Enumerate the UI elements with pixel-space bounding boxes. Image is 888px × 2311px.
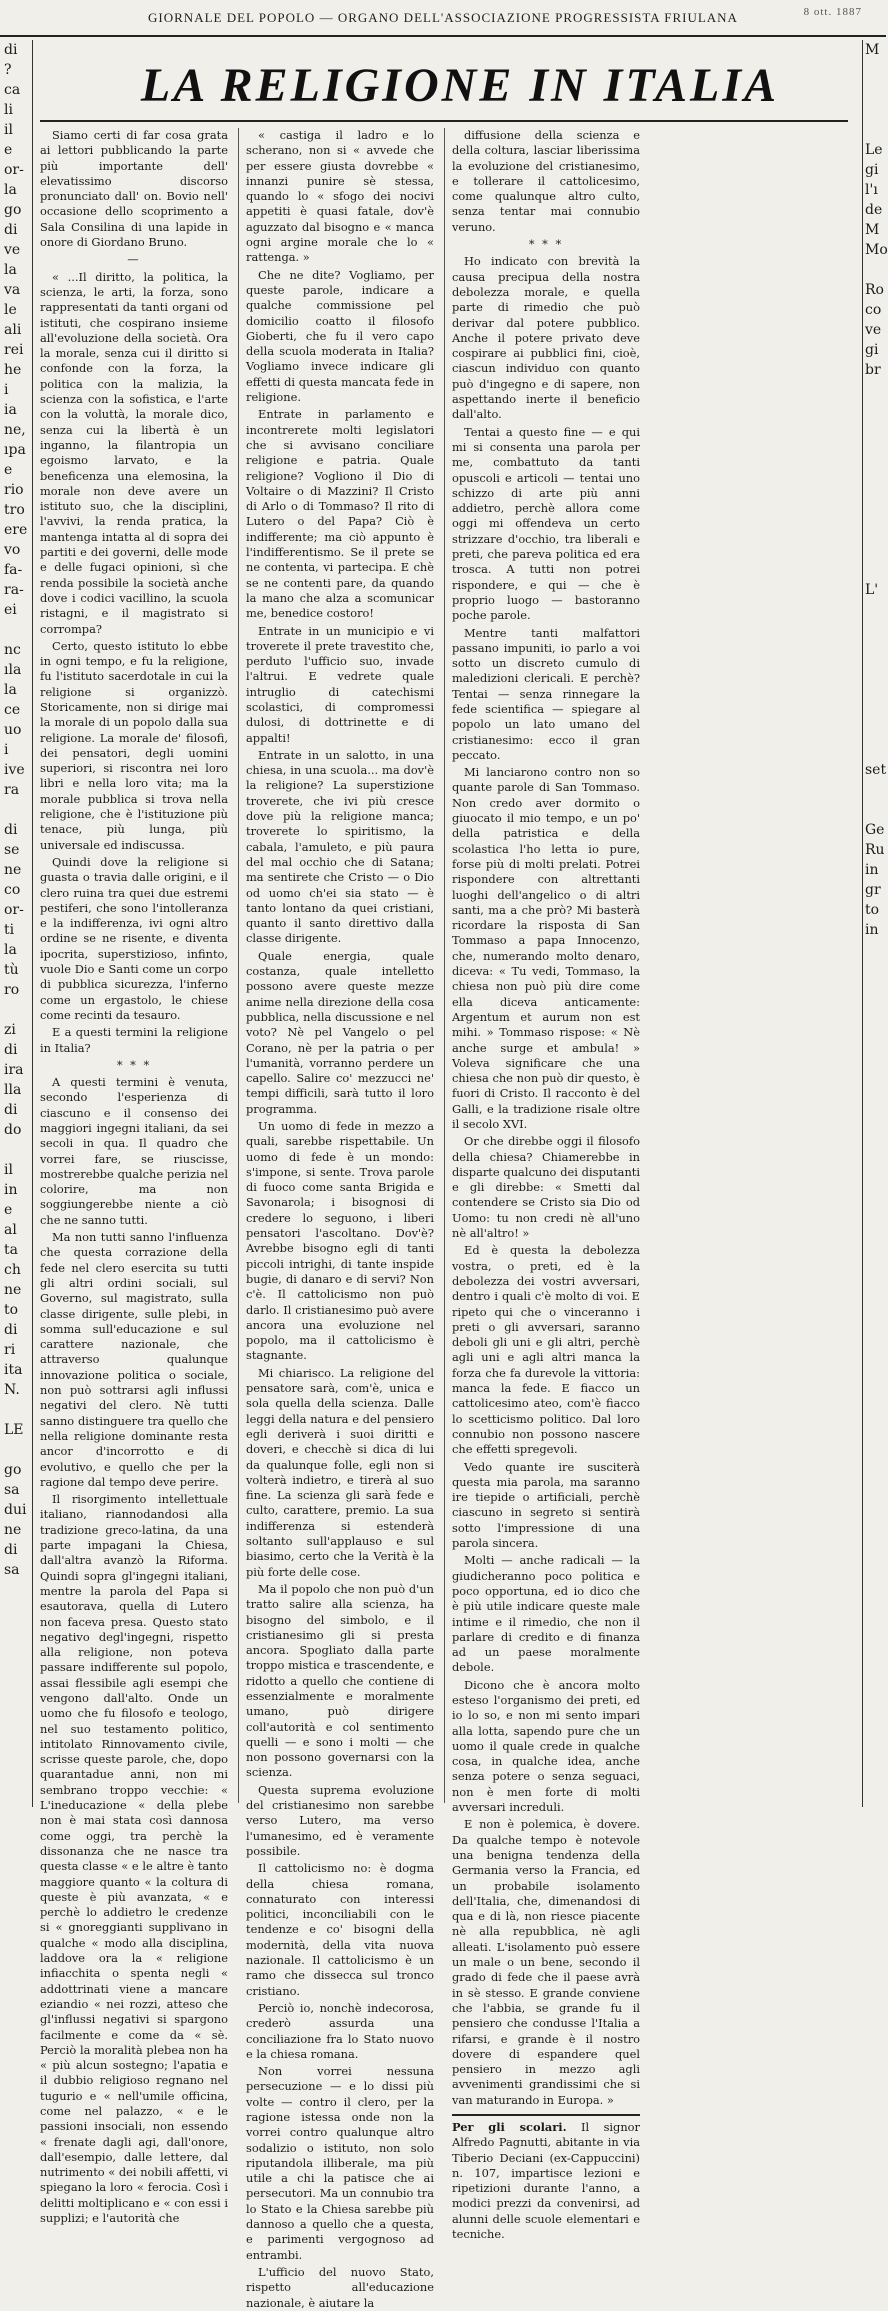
- right-gutter-fragment: [863, 940, 887, 960]
- right-gutter-fragment: [863, 560, 887, 580]
- left-gutter-fragment: la: [4, 682, 17, 698]
- article-paragraph: Entrate in un municipio e vi troverete il prete travestito che, perduto l'ufficio suo, invade l'altrui. E vedrete quale intruglio di catechismi scolastici, di compromessi dulosi, di dottrinette e di appalti!: [246, 623, 434, 745]
- left-gutter-fragment: or-: [4, 162, 24, 178]
- right-gutter-fragment: [863, 100, 887, 120]
- left-gutter-fragment: in: [4, 1182, 18, 1198]
- article-paragraph: Entrate in parlamento e incontrerete molti legislatori che si avvisano conciliare religione e patria. Quale religione? Vogliono il Dio di Voltaire o di Mazzini? Il Cristo di Arlo o di Tommaso? Il rito di Lutero o del Papa? Ciò è indifferente; ma ciò appunto è l'indifferentismo. Se il prete se ne contenta, vi partecipa. E chè se ne contenti pare, da quando la mano che alza a scomunicar me, benedice costoro!: [246, 407, 434, 621]
- running-head-title: GIORNALE DEL POPOLO — ORGANO DELL'ASSOCIAZIONE PROGRESSISTA FRIULANA: [148, 10, 738, 25]
- left-gutter-fragment: la: [4, 182, 17, 198]
- right-gutter-fragment: M: [865, 222, 880, 238]
- left-gutter-fragment: ei: [4, 602, 17, 618]
- right-gutter-fragment: [863, 1000, 887, 1020]
- right-gutter-fragment: [863, 1060, 887, 1080]
- article-paragraph: Quindi dove la religione si guasta o travia dalle origini, e il clero ruina tra quei due estremi pestiferi, che sono l'intolleranza e la indifferenza, ivi ogni altro ordine se ne risente, e diventa ipocrita, superstizioso, infinto, vuole Dio e Santi come un corpo di pubblica sicurezza, l'inferno come un ergastolo, le chiese come recinti da tesauro.: [40, 854, 228, 1022]
- left-gutter-fragment: to: [4, 1302, 19, 1318]
- right-gutter-fragment: [863, 1140, 887, 1160]
- left-gutter-fragment: ne: [4, 1282, 22, 1298]
- left-gutter-fragment: ta: [4, 1242, 18, 1258]
- right-gutter-fragment: [863, 1200, 887, 1220]
- column-divider: [238, 128, 239, 1803]
- left-gutter-fragment: ca: [4, 82, 21, 98]
- left-gutter-fragment: do: [4, 1122, 22, 1138]
- article-headline: LA RELIGIONE IN ITALIA: [140, 59, 780, 112]
- left-gutter-fragment: dui: [4, 1502, 27, 1518]
- right-gutter-fragment: [863, 740, 887, 760]
- article-paragraph: Un uomo di fede in mezzo a quali, sarebbe rispettabile. Un uomo di fede è un mondo: s'impone, si sente. Trova parole di fuoco come santa Brigida e Savonarola; i bisognosi di credere lo seguono, i liberi pensatori l'ascoltano. Dov'è? Avrebbe bisogno egli di tanti piccoli intrighi, di tante inspide bugie, di danaro e di servi? Non c'è. Il cattolicismo non può darlo. Il cristianesimo può avere ancora una evoluzione nel popolo, ma il cattolicismo è stagnante.: [246, 1119, 434, 1363]
- right-gutter-fragment: [863, 60, 887, 80]
- left-gutter-fragment: di: [4, 1042, 18, 1058]
- left-gutter-fragment: rio: [4, 482, 24, 498]
- article-paragraph: Mentre tanti malfattori passano impuniti, io parlo a voi sotto un discreto cumulo di maledizioni clericali. E perchè? Tentai — senza rinnegare la fede scientifica — spiegare al popolo un lato umano del cristianesimo: ecco il gran peccato.: [452, 625, 640, 762]
- right-gutter-fragment: M: [865, 42, 880, 58]
- article-paragraph: Siamo certi di far cosa grata ai lettori pubblicando la parte più importante dell' elevatissimo discorso pronunciato dall' on. Bovio nell' occasione dello scoprimento a Sala Consilina di una lapide in onore di Giordano Bruno.: [40, 128, 228, 250]
- right-gutter-fragment: [863, 1240, 887, 1260]
- right-gutter-fragment: [863, 720, 887, 740]
- right-gutter-fragment: [863, 1300, 887, 1320]
- section-separator: * * *: [116, 1057, 152, 1072]
- left-gutter-fragment: va: [4, 282, 21, 298]
- article-column-1: [40, 128, 228, 2226]
- article-paragraph: E a questi termini la religione in Italia?: [40, 1025, 228, 1055]
- left-gutter-fragment: ne: [4, 1522, 22, 1538]
- left-gutter-fragment: tro: [4, 502, 25, 518]
- article-paragraph: Ma non tutti sanno l'influenza che questa corrazione della fede nel clero esercita su tutti gli altri ordini sociali, sul Governo, sul magistrato, sulla classe dirigente, sulle plebi, in somma sull'educazione e sul carattere nazionale, che attraverso qualunque innovazione politica o sociale, non può sottrarsi agli influssi negativi del clero. Nè tutti sanno distinguere tra quello che nella religione dominante resta ancor d'incorrotto e di evolutivo, e quello che per la ragione dal tempo deve perire.: [40, 1230, 228, 1489]
- left-gutter-fragment: ti: [4, 922, 15, 938]
- article-paragraph: Ma il popolo che non può d'un tratto salire alla scienza, ha bisogno del simbolo, e il cristianesimo gli si presta ancora. Spogliato dalla parte troppo mistica e trascendente, e ridotto a quello che contiene di essenzialmente e moralmente umano, può dirigere coll'autorità e col sentimento quelli — e sono i molti — che non possono governarsi con la scienza.: [246, 1581, 434, 1780]
- right-gutter-fragment: [863, 780, 887, 800]
- right-gutter-fragment: [863, 400, 887, 420]
- article-paragraph: Quale energia, quale costanza, quale intelletto possono avere queste mezze anime nella direzione della cosa pubblica, nella discussione e nel voto? Nè pel Vangelo o pel Corano, nè per la patria o per l'umanità, vorranno perdere un capello. Salire co' mezzucci ne' tempi difficili, sarà tutto il loro programma.: [246, 948, 434, 1116]
- left-gutter-fragment: i: [4, 742, 9, 758]
- article-paragraph: Tentai a questo fine — e qui mi si consenta una parola per me, combattuto da tanti opuscoli e articoli — tentai uno schizzo di arte più anni addietro, perchè allora come oggi mi offendeva un certo strizzare d'occhio, tra liberali e preti, che pareva politica ed era trosca. A tutti non potrei rispondere, e qui — che è proprio luogo — bastoranno poche parole.: [452, 424, 640, 623]
- left-gutter-fragment: la: [4, 942, 17, 958]
- article-paragraph: Dicono che è ancora molto esteso l'organismo dei preti, ed io lo so, e non mi sento impari alla lotta, sapendo pure che un uomo il quale crede in qualche cosa, in qualche idea, anche senza potere o senza seguaci, non è men forte di molti avversari increduli.: [452, 1677, 640, 1815]
- right-gutter-fragment: Ro: [865, 282, 884, 298]
- left-gutter-fragment: rei: [4, 342, 24, 358]
- right-gutter-fragment: [863, 1280, 887, 1300]
- left-gutter-fragment: e: [4, 462, 13, 478]
- left-gutter-fragment: ne: [4, 862, 22, 878]
- article-paragraph: Entrate in un salotto, in una chiesa, in una scuola... ma dov'è la religione? La superstizione troverete, che ivi più cresce dove più la religione manca; troverete lo spiritismo, la cabala, l'amuleto, e più paura del mal occhio che di Satana; ma sentirete che Cristo — o Dio od uomo ch'ei sia stato — è tanto lontano da quei cristiani, quanto il santo direttivo dalla classe dirigente.: [246, 747, 434, 946]
- right-gutter-fragment: set: [865, 762, 887, 778]
- right-gutter-fragment: [863, 80, 887, 100]
- left-gutter-fragment: i: [4, 382, 9, 398]
- left-gutter-fragment: or-: [4, 902, 24, 918]
- right-gutter-fragment: ve: [865, 322, 882, 338]
- left-gutter-fragment: ıla: [4, 662, 22, 678]
- right-gutter-fragment: gi: [865, 162, 879, 178]
- right-gutter-fragment: [863, 1120, 887, 1140]
- left-gutter-fragment: nc: [4, 642, 21, 658]
- left-gutter-fragment: ra: [4, 782, 20, 798]
- right-gutter-fragment: [863, 480, 887, 500]
- right-gutter-fragment: in: [865, 862, 879, 878]
- left-gutter-fragment: ?: [4, 62, 12, 78]
- left-gutter-fragment: ıpa: [4, 442, 26, 458]
- left-gutter-fragment: ive: [4, 762, 25, 778]
- right-gutter-fragment: Ru: [865, 842, 885, 858]
- left-gutter-fragment: go: [4, 1462, 22, 1478]
- right-gutter-fragment: L': [865, 582, 879, 598]
- left-gutter-fragment: se: [4, 842, 20, 858]
- right-gutter-fragment: [863, 1340, 887, 1360]
- article-paragraph: Non vorrei nessuna persecuzione — e lo dissi più volte — contro il clero, per la ragione istessa onde non la vorrei contro qualunque altro sodalizio o istituto, non solo riputandola illiberale, ma più utile a chi la patisce che ai persecutori. Ma un connubio tra lo Stato e la Chiesa sarebbe più dannoso a quello che a questa, e parimenti vergognoso ad entrambi.: [246, 2064, 434, 2262]
- left-gutter-fragment: ve: [4, 242, 21, 258]
- left-gutter-fragment: [0, 1440, 32, 1460]
- right-gutter-fragment: [863, 600, 887, 620]
- right-gutter-fragment: [863, 460, 887, 480]
- left-gutter-column: [0, 40, 33, 1807]
- left-gutter-fragment: e: [4, 142, 13, 158]
- left-gutter-fragment: uo: [4, 722, 22, 738]
- right-gutter-fragment: [863, 800, 887, 820]
- left-gutter-fragment: he: [4, 362, 22, 378]
- left-gutter-fragment: di: [4, 222, 18, 238]
- left-gutter-fragment: ch: [4, 1262, 21, 1278]
- left-gutter-fragment: [0, 800, 32, 820]
- right-gutter-fragment: co: [865, 302, 882, 318]
- running-head: [0, 0, 886, 36]
- right-gutter-fragment: [863, 380, 887, 400]
- left-gutter-fragment: il: [4, 1162, 13, 1178]
- notice-heading: Per gli scolari.: [452, 2120, 567, 2134]
- right-gutter-fragment: to: [865, 902, 880, 918]
- section-separator: * * *: [528, 237, 564, 252]
- article-paragraph: L'ufficio del nuovo Stato, rispetto all'educazione nazionale, è aiutare la: [246, 2264, 434, 2310]
- right-gutter-fragment: [863, 540, 887, 560]
- right-gutter-fragment: [863, 1220, 887, 1240]
- left-gutter-fragment: LE: [4, 1422, 24, 1438]
- left-gutter-fragment: di: [4, 1102, 18, 1118]
- right-gutter-fragment: [863, 1020, 887, 1040]
- article-paragraph: Molti — anche radicali — la giudicheranno poco politica e poco opportuna, ed io dico che è più utile indicare queste male intime e il rimedio, che non il parlare di credito e di finanza ad un paese moralmente debole.: [452, 1553, 640, 1675]
- left-gutter-fragment: ita: [4, 1362, 23, 1378]
- left-gutter-fragment: e: [4, 1202, 13, 1218]
- left-gutter-fragment: ra-: [4, 582, 24, 598]
- column-divider: [444, 128, 445, 1803]
- right-gutter-fragment: Mo: [865, 242, 888, 258]
- left-gutter-fragment: ia: [4, 402, 17, 418]
- article-paragraph: Che ne dite? Vogliamo, per queste parole, indicare a qualche commissione pel domicilio coatto il filosofo Gioberti, che fu il vero capo della scuola moderata in Italia? Vogliamo invece indicare gli effetti di questa mancata fede in religione.: [246, 267, 434, 405]
- left-gutter-fragment: di: [4, 1542, 18, 1558]
- right-gutter-fragment: [863, 620, 887, 640]
- left-gutter-fragment: sa: [4, 1562, 20, 1578]
- left-gutter-fragment: ce: [4, 702, 21, 718]
- notice-paragraph: [452, 2120, 640, 2242]
- left-gutter-fragment: [0, 620, 32, 640]
- right-gutter-fragment: [863, 520, 887, 540]
- left-gutter-fragment: lla: [4, 1082, 22, 1098]
- right-gutter-fragment: Ge: [865, 822, 885, 838]
- right-gutter-fragment: [863, 1260, 887, 1280]
- running-head-date: 8 ott. 1887: [803, 6, 862, 18]
- right-gutter-fragment: [863, 500, 887, 520]
- left-gutter-fragment: ri: [4, 1342, 16, 1358]
- article-paragraph: Certo, questo istituto lo ebbe in ogni tempo, e fu la religione, fu l'istituto sacerdotale in cui la religione si organizzò. Storicamente, non si dirige mai la morale di un popolo dalla sua religione. La morale de' filosofi, dei pensatori, degli uomini superiori, si riscontra nei loro libri e nella loro vita; ma la morale pubblica si trova nella religione, che è l'istituzione più tenace, più lunga, più universale ed indiscussa.: [40, 638, 228, 852]
- left-gutter-fragment: li: [4, 102, 13, 118]
- article-paragraph: « ...Il diritto, la politica, la scienza, le arti, la forza, sono rappresentati da tanti organi od istituti, che cospirano insieme all'evoluzione della società. Ora la morale, senza cui il diritto si confonde con la forza, la politica con la malizia, la scienza con la sofistica, e l'arte con la voluttà, la morale dico, senza cui la libertà è un inganno, la filantropia un egoismo larvato, e la beneficenza una elemosina, la morale non deve avere un istituto suo, che la disciplini, l'avvivi, la renda pratica, la mantenga intatta al di sopra dei partiti e dei governi, delle mode e delle fugaci opinioni, sì che renda possibile la società anche dove i codici vacillino, la scuola ristagni, e il magistrato si corrompa?: [40, 269, 228, 636]
- headline-rule: [40, 120, 848, 122]
- article-paragraph: Il cattolicismo no: è dogma della chiesa romana, connaturato con interessi politici, inconciliabili con le tendenze e co' bisogni della modernità, della vita nuova nazionale. Il cattolicismo è un ramo che dissecca sul tronco cristiano.: [246, 1861, 434, 1998]
- left-gutter-fragment: le: [4, 302, 17, 318]
- article-paragraph: E non è polemica, è dovere. Da qualche tempo è notevole una benigna tendenza della Germania verso la Francia, ed un probabile isolamento dell'Italia, che, dimenandosi di qua e di là, non riesce piacente nè alla repubblica, nè agli alleati. L'isolamento può essere un male o un bene, secondo il grado di fede che il paese avrà in sè stesso. E grande conviene che l'abbia, se grande fu il pensiero che condusse l'Italia a rifarsi, e grande è il nostro dovere di espandere quel pensiero in mezzo agli avvenimenti grandissimi che si van maturando in Europa. »: [452, 1817, 640, 2107]
- right-gutter-fragment: gr: [865, 882, 881, 898]
- article-paragraph: diffusione della scienza e della coltura, lasciar liberissima la evoluzione del cristianesimo, e tollerare il cattolicesimo, come qualunque altro culto, senza tentar mai connubio veruno.: [452, 128, 640, 234]
- left-gutter-fragment: fa-: [4, 562, 23, 578]
- right-gutter-fragment: gi: [865, 342, 879, 358]
- left-gutter-fragment: co: [4, 882, 21, 898]
- right-gutter-fragment: l'ı: [865, 182, 878, 198]
- left-gutter-fragment: di: [4, 42, 18, 58]
- right-gutter-fragment: de: [865, 202, 883, 218]
- left-gutter-fragment: di: [4, 1322, 18, 1338]
- right-gutter-fragment: [863, 680, 887, 700]
- left-gutter-fragment: ne,: [4, 422, 26, 438]
- left-gutter-fragment: ali: [4, 322, 22, 338]
- top-rule: [0, 35, 886, 37]
- right-gutter-fragment: [863, 640, 887, 660]
- left-gutter-fragment: il: [4, 122, 13, 138]
- left-gutter-fragment: zi: [4, 1022, 16, 1038]
- left-gutter-fragment: vo: [4, 542, 21, 558]
- right-gutter-fragment: br: [865, 362, 881, 378]
- left-gutter-fragment: tù: [4, 962, 19, 978]
- right-gutter-fragment: [863, 260, 887, 280]
- left-gutter-fragment: [0, 1000, 32, 1020]
- right-gutter-fragment: [863, 660, 887, 680]
- article-column-2: [246, 128, 434, 2310]
- left-gutter-fragment: ira: [4, 1062, 24, 1078]
- left-gutter-fragment: al: [4, 1222, 17, 1238]
- right-gutter-fragment: [863, 1100, 887, 1120]
- right-gutter-column: [862, 40, 887, 1807]
- right-gutter-fragment: [863, 440, 887, 460]
- right-gutter-fragment: [863, 1080, 887, 1100]
- left-gutter-fragment: N.: [4, 1382, 20, 1398]
- article-column-3: [452, 128, 640, 2242]
- right-gutter-fragment: Le: [865, 142, 883, 158]
- article-paragraph: Mi lanciarono contro non so quante parole di San Tommaso. Non credo aver dormito o giuocato il mio tempo, e un po' della patristica e della scolastica l'ho letta io pure, forse più di molti prelati. Potrei rispondere con altrettanti luoghi dell'angelico o di altri santi, ma a che prò? Mi basterà ricordare la risposta di San Tommaso a papa Innocenzo, che, numerando molto denaro, diceva: « Tu vedi, Tommaso, la chiesa non può più dire come ella diceva anticamente: Argentum et aurum non est mihi. » Tommaso rispose: « Nè anche surge et ambula! » Voleva significare che una chiesa che non può dir questo, è fuori di Cristo. Il racconto è del Galli, e la tradizione risale oltre il secolo XVI.: [452, 765, 640, 1131]
- article-paragraph: Mi chiarisco. La religione del pensatore sarà, com'è, unica e sola quella della scienza. Dalle leggi della natura e del pensiero egli deriverà i suoi diritti e doveri, e checchè si dica di lui da qualunque folle, egli non si volterà indietro, e tirerà al suo fine. La scienza gli sarà fede e culto, carattere, premio. La sua indifferenza si estenderà soltanto sull'applauso e sul biasimo, certo che la Verità è la più forte delle cose.: [246, 1365, 434, 1579]
- section-separator: —: [127, 252, 141, 267]
- left-gutter-fragment: di: [4, 822, 18, 838]
- article-paragraph: A questi termini è venuta, secondo l'esperienza di ciascuno e il consenso dei maggiori ingegni italiani, da sei secoli in qua. Il quadro che vorrei fare, se riuscisse, mostrerebbe qualche perizia nel colorire, ma non soggiungerebbe niente a ciò che ne sanno tutti.: [40, 1075, 228, 1227]
- left-gutter-fragment: ro: [4, 982, 20, 998]
- left-gutter-fragment: go: [4, 202, 22, 218]
- right-gutter-fragment: [863, 420, 887, 440]
- right-gutter-fragment: [863, 1320, 887, 1340]
- article-paragraph: Perciò io, nonchè indecorosa, crederò assurda una conciliazione fra lo Stato nuovo e la chiesa romana.: [246, 2000, 434, 2061]
- right-gutter-fragment: [863, 1160, 887, 1180]
- right-gutter-fragment: [863, 980, 887, 1000]
- left-gutter-fragment: la: [4, 262, 17, 278]
- article-paragraph: « castiga il ladro e lo scherano, non si « avvede che per essere giusta dovrebbe « innanzi punire sè stessa, quando lo « sfogo dei nocivi appetiti è quasi fatale, dov'è aguzzato dal bisogno e « manca ogni argine morale che lo « rattenga. »: [246, 128, 434, 265]
- right-gutter-fragment: in: [865, 922, 879, 938]
- right-gutter-fragment: [863, 700, 887, 720]
- article-paragraph: Vedo quante ire susciterà questa mia parola, ma saranno ire tiepide o artificiali, perchè ciascuno in segreto si sentirà sotto l'impressione di una parola sincera.: [452, 1459, 640, 1551]
- right-gutter-fragment: [863, 960, 887, 980]
- notice-text: Il signor Alfredo Pagnutti, abitante in via Tiberio Deciani (ex-Cappuccini) n. 107, impartisce lezioni e ripetizioni durante l'anno, a modici prezzi da convenirsi, ad alunni delle scuole elementari e tecniche.: [452, 2120, 640, 2242]
- right-gutter-fragment: [863, 1040, 887, 1060]
- right-gutter-fragment: [863, 120, 887, 140]
- left-gutter-fragment: [0, 1400, 32, 1420]
- left-gutter-fragment: ere: [4, 522, 28, 538]
- notice-rule: [452, 2114, 640, 2116]
- article-paragraph: Questa suprema evoluzione del cristianesimo non sarebbe verso Lutero, ma verso l'umanesimo, ed è veramente possibile.: [246, 1782, 434, 1858]
- article-paragraph: Ho indicato con brevità la causa precipua della nostra debolezza morale, e quella parte di rimedio che può derivar dal potere pubblico. Anche il potere privato deve cospirare ai pubblici fini, cioè, ciascun individuo con quanto può d'ingegno e di sapere, non aspettando inerte il beneficio dall'alto.: [452, 254, 640, 422]
- left-gutter-fragment: [0, 1140, 32, 1160]
- article-paragraph: Ed è questa la debolezza vostra, o preti, ed è la debolezza dei vostri avversari, dentro i quali c'è molto di voi. E ripeto qui che o vinceranno i preti o gli avversari, saranno deboli gli uni e gli altri, perchè agli uni e agli altri manca la forza che fa durevole la vittoria: manca la fede. E fiacco un cattolicesimo ateo, com'è fiacco lo scetticismo politico. Dal loro connubio non possono nascere che effetti spregevoli.: [452, 1243, 640, 1457]
- article-paragraph: Or che direbbe oggi il filosofo della chiesa? Chiamerebbe in disparte qualcuno dei disputanti e gli direbbe: « Smetti dal contendere se Cristo sia Dio od Uomo: tu non credi nè all'uno nè all'altro! »: [452, 1134, 640, 1241]
- right-gutter-fragment: [863, 1180, 887, 1200]
- left-gutter-fragment: sa: [4, 1482, 20, 1498]
- article-paragraph: Il risorgimento intellettuale italiano, riannodandosi alla tradizione greco-latina, da una parte impagani la Chiesa, dall'altra avanzò la Riforma. Quindi sopra gl'ingegni italiani, mentre la parola del Papa si esautorava, quella di Lutero non faceva presa. Questo stato negativo degl'ingegni, rispetto alla religione, non poteva passare indifferente sul popolo, assai flessibile agli esempi che vengono dall'alto. Onde un uomo che fu filosofo e teologo, nel suo testamento politico, intitolato Rinnovamento civile, scrisse queste parole, che, dopo quarantadue anni, non mi sembrano troppo vecchie: « L'ineducazione « della plebe non è mai stata così dannosa come oggi, tra perchè la dissonanza che ne nasce tra questa classe « e le altre è tanto maggiore quanto « la coltura di queste è più avanzata, « e perchè lo addietro le credenze si « gnoreggianti supplivano in qualche « modo alla disciplina, laddove ora la « religione infiacchita o spenta negli « addottrinati viene a mancare eziandio « nei rozzi, atteso che gl'influssi negativi si spargono facilmente e come da « sè. Perciò la moralità plebea non ha « più alcun sostegno; l'apatia e il dubbio religioso regnano nel tugurio e « nell'umile officina, come nel palazzo, « e le passioni insociali, non essendo « frenate dagli agi, dall'onore, dall'esempio, dalle lettere, dal nutrimento « dei nobili affetti, vi spiegano la loro « ferocia. Così i delitti moltiplicano e « con essi i supplizi; e l'autorità che: [40, 1492, 228, 2226]
